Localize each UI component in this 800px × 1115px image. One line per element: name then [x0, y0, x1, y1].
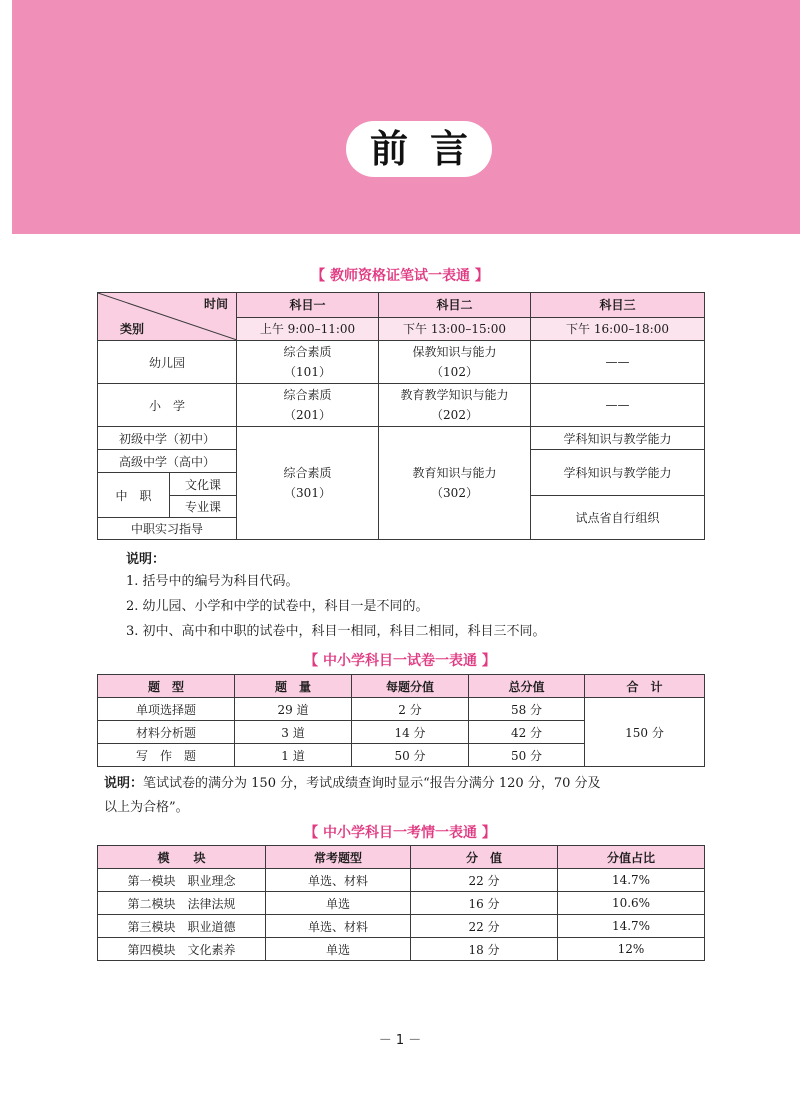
subject-header: 科目三 — [531, 293, 705, 318]
question-type: 单选、材料 — [266, 869, 411, 892]
score-total: 42 分 — [469, 721, 585, 744]
question-count: 3 道 — [235, 721, 352, 744]
header-banner — [12, 0, 800, 234]
module-name: 第一模块 职业理念 — [98, 869, 266, 892]
subject-cell: 学科知识与教学能力 — [531, 427, 705, 450]
category-cell: 小 学 — [98, 384, 237, 427]
exam-schedule-table — [97, 292, 705, 540]
score-total: 50 分 — [469, 744, 585, 767]
score-each: 14 分 — [352, 721, 469, 744]
grand-total: 150 分 — [585, 698, 705, 767]
exam-content-table — [97, 845, 705, 961]
time-cell: 下午 13:00–15:00 — [379, 317, 531, 341]
page-number: － 1 － — [378, 1033, 422, 1048]
question-type: 单项选择题 — [98, 698, 235, 721]
corner-header-cell — [98, 293, 237, 341]
notes-label: 说明： — [104, 776, 144, 791]
subject-header: 科目一 — [237, 293, 379, 318]
column-header: 题 型 — [98, 675, 235, 698]
column-header: 题 量 — [235, 675, 352, 698]
score-ratio: 10.6% — [558, 892, 705, 915]
category-cell: 高级中学（高中） — [98, 450, 237, 473]
table-row — [98, 915, 705, 938]
table-row — [98, 892, 705, 915]
score: 16 分 — [411, 892, 558, 915]
question-count: 1 道 — [235, 744, 352, 767]
table2-note: 说明：笔试试卷的满分为 150 分，考试成绩查询时显示“报告分满分 120 分，70 分及 以上为合格”。 — [104, 776, 601, 815]
question-type: 写 作 题 — [98, 744, 235, 767]
category-cell: 中职实习指导 — [98, 518, 237, 540]
question-type: 单选 — [266, 938, 411, 961]
score: 22 分 — [411, 869, 558, 892]
module-name: 第二模块 法律法规 — [98, 892, 266, 915]
column-header: 分 值 — [411, 846, 558, 869]
corner-time-label: 时间 — [203, 297, 228, 311]
question-count: 29 道 — [235, 698, 352, 721]
column-header: 模 块 — [98, 846, 266, 869]
score-ratio: 12% — [558, 938, 705, 961]
column-header: 常考题型 — [266, 846, 411, 869]
module-name: 第三模块 职业道德 — [98, 915, 266, 938]
note-item: 3. 初中、高中和中职的试卷中，科目一相同，科目二相同，科目三不同。 — [126, 624, 546, 639]
category-cell: 初级中学（初中） — [98, 427, 237, 450]
table1-notes — [126, 548, 546, 645]
table-row — [98, 698, 705, 721]
column-header: 总分值 — [469, 675, 585, 698]
subject-cell: 综合素质 （301） — [237, 427, 379, 540]
note-item: 1. 括号中的编号为科目代码。 — [126, 574, 299, 589]
page-title: 前言 — [346, 121, 492, 177]
sub-category-cell: 专业课 — [170, 496, 237, 518]
subject-cell: 教育教学知识与能力 （202） — [379, 384, 531, 427]
table-row — [98, 869, 705, 892]
question-type: 材料分析题 — [98, 721, 235, 744]
subject-cell: —— — [531, 341, 705, 384]
subject-cell: 综合素质 （101） — [237, 341, 379, 384]
time-cell: 下午 16:00–18:00 — [531, 317, 705, 341]
notes-label: 说明： — [126, 552, 166, 567]
score: 18 分 — [411, 938, 558, 961]
question-type: 单选、材料 — [266, 915, 411, 938]
score-ratio: 14.7% — [558, 915, 705, 938]
table-row — [98, 938, 705, 961]
subject-cell: —— — [531, 384, 705, 427]
score: 22 分 — [411, 915, 558, 938]
paper-structure-table — [97, 674, 705, 767]
category-cell: 幼儿园 — [98, 341, 237, 384]
column-header: 分值占比 — [558, 846, 705, 869]
note-item: 2. 幼儿园、小学和中学的试卷中，科目一是不同的。 — [126, 599, 429, 614]
table3-heading: 【 中小学科目一考情一表通 】 — [304, 825, 496, 841]
score-ratio: 14.7% — [558, 869, 705, 892]
subject-cell: 保教知识与能力 （102） — [379, 341, 531, 384]
category-cell: 中 职 — [98, 473, 170, 518]
sub-category-cell: 文化课 — [170, 473, 237, 496]
column-header: 每题分值 — [352, 675, 469, 698]
module-name: 第四模块 文化素养 — [98, 938, 266, 961]
column-header: 合 计 — [585, 675, 705, 698]
time-cell: 上午 9:00–11:00 — [237, 317, 379, 341]
subject-cell: 学科知识与教学能力 — [531, 450, 705, 496]
table1-heading: 【 教师资格证笔试一表通 】 — [311, 268, 489, 284]
corner-category-label: 类别 — [120, 322, 145, 336]
table2-heading: 【 中小学科目一试卷一表通 】 — [304, 653, 496, 669]
subject-cell: 综合素质 （201） — [237, 384, 379, 427]
score-each: 50 分 — [352, 744, 469, 767]
score-each: 2 分 — [352, 698, 469, 721]
subject-cell: 教育知识与能力 （302） — [379, 427, 531, 540]
subject-header: 科目二 — [379, 293, 531, 318]
question-type: 单选 — [266, 892, 411, 915]
subject-cell: 试点省自行组织 — [531, 496, 705, 540]
score-total: 58 分 — [469, 698, 585, 721]
